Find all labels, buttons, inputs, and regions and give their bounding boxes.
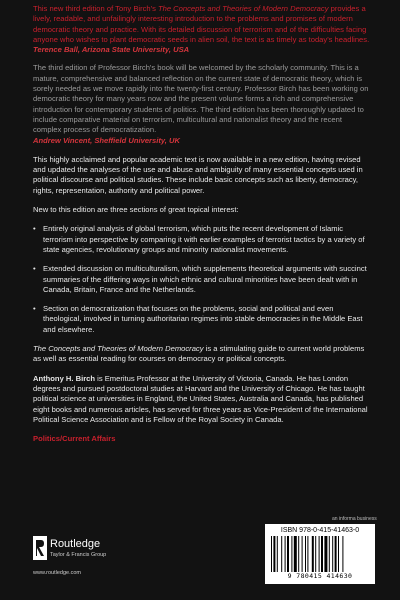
publisher-url: www.routledge.com — [33, 570, 81, 576]
bullet-democratization: • Section on democratization that focuses on the problems, social and political and even theological, involved in turning authoritarian regimes into stable democracies in the Middle East and elsewhere. — [33, 304, 371, 335]
subject-category: Politics/Current Affairs — [33, 434, 116, 444]
bullet-multiculturalism: • Extended discussion on multiculturalism, which supplements theoretical arguments with succinct summaries of the differing ways in which ethnic and cultural minorities have been dealt with in Canada, Britain, France and the Netherlands. — [33, 264, 371, 295]
bullet-terrorism: • Entirely original analysis of global terrorism, which puts the recent development of Islamic terrorism into perspective by comparing it with earlier examples of terrorist tactics by a variety of state agencies, revolutionary groups and minority nationalist movements. — [33, 224, 371, 255]
review-attribution-1: Terence Ball, Arizona State University, USA — [33, 45, 190, 55]
informa-tagline: an informa business — [332, 516, 377, 522]
publisher-group: Taylor & Francis Group — [50, 552, 107, 558]
barcode-digits: 9 780415 414630 — [287, 572, 353, 580]
routledge-logo — [33, 536, 143, 566]
intro-paragraph: This highly acclaimed and popular academic text is now available in a new edition, having revised and updated the analyses of the use and abuse and ambiguity of many essential concepts used in political discourse and political studies. These include basic concepts such as liberty, democracy, rights, representation, authority and political power. — [33, 154, 363, 195]
publisher-name: Routledge — [50, 538, 101, 550]
author-bio: Anthony H. Birch is Emeritus Professor at the University of Victoria, Canada. He has London degrees and pursued postdoctoral studies at Harvard and the University of Chicago. He has taught political science at universities in England, the United States, Australia and Canada, has published eight books and numerous articles, has served for three years as Vice-President of the International Political Science Association and is Fellow of the Royal Society in Canada. — [33, 373, 368, 424]
back-cover-text — [33, 4, 371, 443]
routledge-r-icon — [33, 536, 47, 560]
barcode-icon — [271, 536, 369, 572]
barcode-panel — [265, 524, 375, 584]
review-quote-1: This new third edition of Tony Birch's The Concepts and Theories of Modern Democracy provides a lively, readable, and unfailingly interesting introduction to the problems and promises of modern democratic theory and practice. With its detailed discussion of terrorism and of the difficulties facing anyone who wishes to plant democratic seeds in alien soil, the text is as timely as today's headlines. — [33, 4, 370, 44]
review-quote-2: The third edition of Professor Birch's book will be welcomed by the scholarly community. This is a mature, comprehensive and balanced reflection on the current state of democratic theory, which is sorely needed as we move rapidly into the twenty-first century. Professor Birch has been working on democratic theory for many years now and the present volume forms a rich and comprehensive introduction for contemporary students of politics. The third edition has been thoroughly updated to include comparative material on terrorism, multicultural and nationalist theory and the recent complex process of democratization. — [33, 63, 369, 135]
closing-paragraph: The Concepts and Theories of Modern Democracy is a stimulating guide to current world problems as well as essential reading for courses on democracy or political concepts. — [33, 344, 365, 364]
review-attribution-2: Andrew Vincent, Sheffield University, UK — [33, 135, 180, 145]
new-sections-intro: New to this edition are three sections of great topical interest: — [33, 205, 239, 215]
isbn-label: ISBN 978-0-415-41463-0 — [280, 527, 360, 534]
